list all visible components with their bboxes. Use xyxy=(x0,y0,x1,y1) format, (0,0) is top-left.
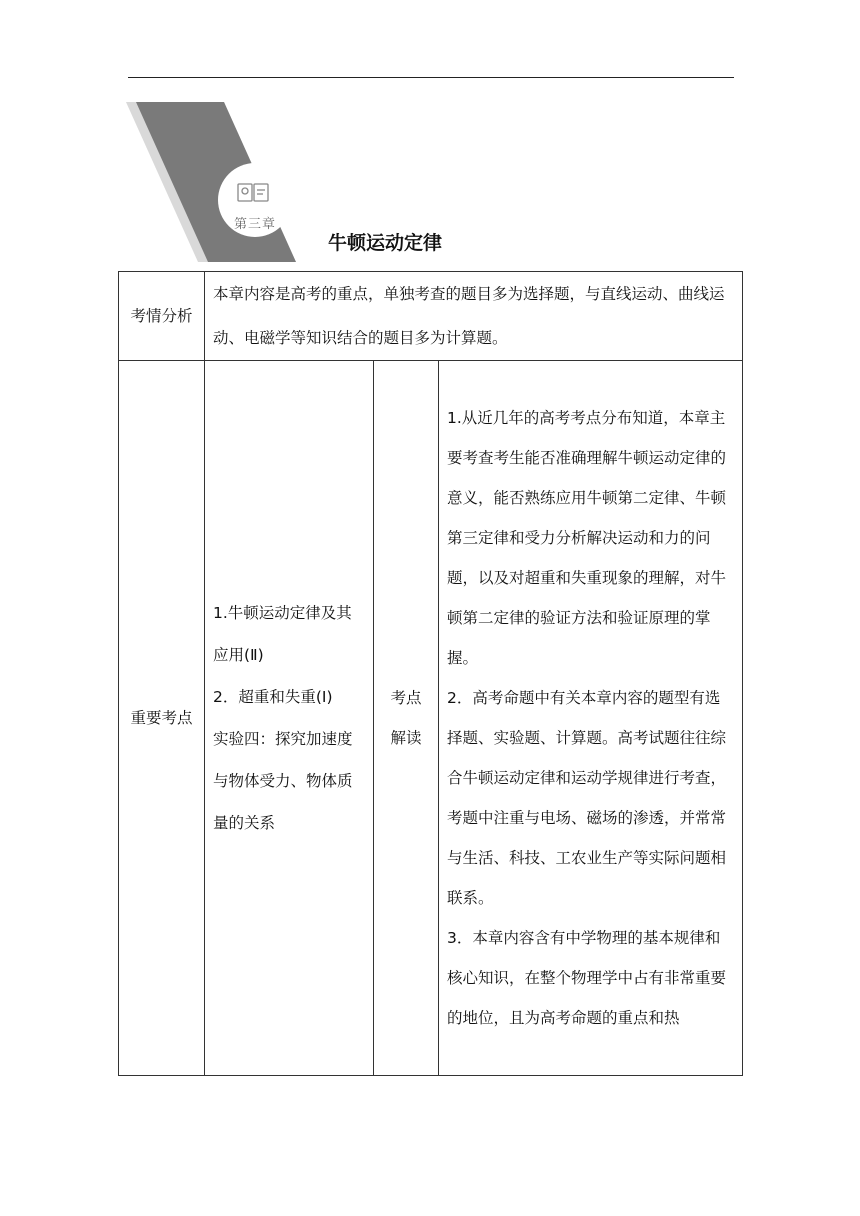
key-points-cell xyxy=(205,361,374,1076)
row-label-key-points: 重要考点 xyxy=(119,361,205,1076)
analysis-content: 本章内容是高考的重点，单独考查的题目多为选择题，与直线运动、曲线运动、电磁学等知识结合的题目多为计算题。 xyxy=(205,272,743,361)
table-row xyxy=(119,272,743,361)
exam-analysis-table xyxy=(118,271,743,1076)
table-row xyxy=(119,361,743,1076)
interpretation-paragraph: 1.从近几年的高考考点分布知道，本章主要考查考生能否准确理解牛顿运动定律的意义，能否熟练应用牛顿第二定律、牛顿第三定律和受力分析解决运动和力的问题，以及对超重和失重现象的理解，对牛顿第二定律的验证方法和验证原理的掌握。 xyxy=(447,409,727,667)
key-point-item: 实验四：探究加速度与物体受力、物体质量的关系 xyxy=(213,730,353,832)
interpretation-label-cell xyxy=(374,361,439,1076)
chapter-badge-label: 第三章 xyxy=(233,217,276,232)
header-rule xyxy=(128,77,734,78)
interpretation-label-line: 解读 xyxy=(390,729,422,747)
key-point-item: 1.牛顿运动定律及其应用(Ⅱ) xyxy=(213,604,352,664)
interpretation-paragraph: 3．本章内容含有中学物理的基本规律和核心知识，在整个物理学中占有非常重要的地位，且为高考命题的重点和热 xyxy=(447,929,727,1027)
row-label-analysis: 考情分析 xyxy=(119,272,205,361)
chapter-title: 牛顿运动定律 xyxy=(328,232,443,254)
key-point-item: 2．超重和失重(Ⅰ) xyxy=(213,688,333,706)
interpretation-paragraph: 2．高考命题中有关本章内容的题型有选择题、实验题、计算题。高考试题往往综合牛顿运动定律和运动学规律进行考查，考题中注重与电场、磁场的渗透，并常常与生活、科技、工农业生产等实际问题相联系。 xyxy=(447,689,727,907)
interpretation-cell xyxy=(439,361,743,1076)
interpretation-label-line: 考点 xyxy=(390,689,422,707)
